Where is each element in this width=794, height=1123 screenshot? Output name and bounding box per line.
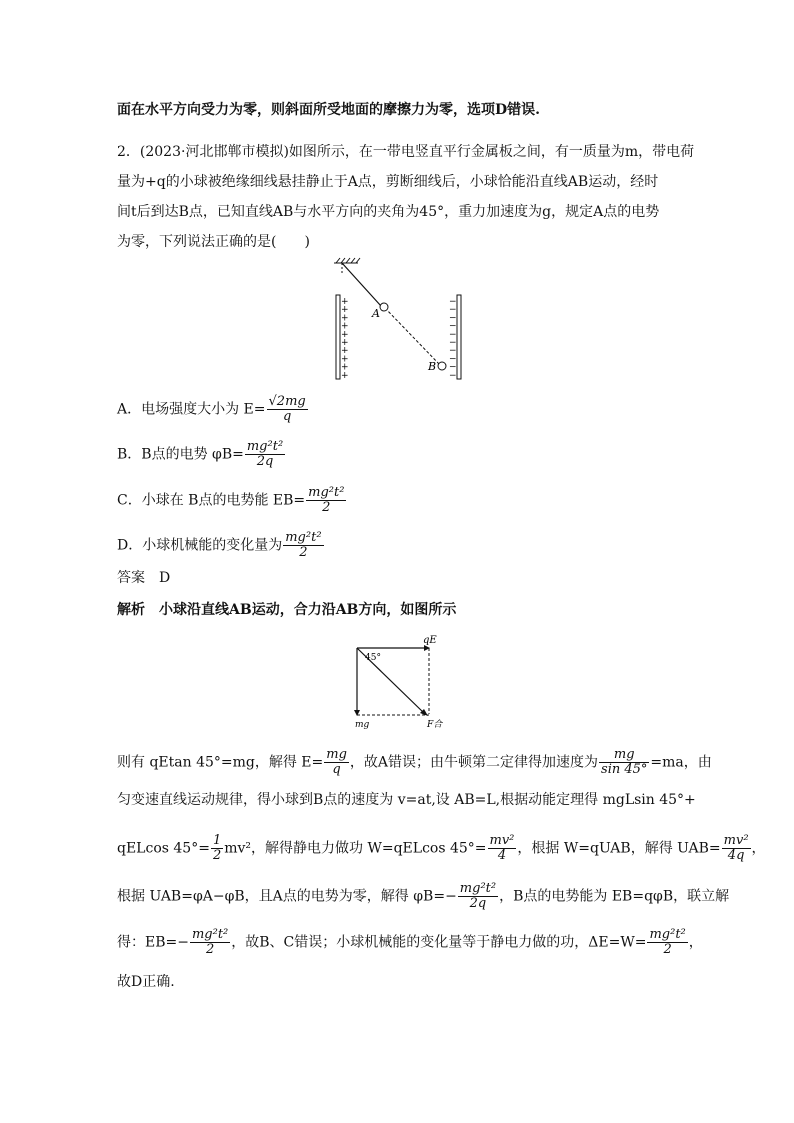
- plus-sign: +: [341, 321, 349, 332]
- solution-line-3-text-e: ，根据 W=qUAB，解得 UAB=: [517, 840, 721, 857]
- solution-line-3-text-a: qELcos 45°=: [117, 840, 210, 857]
- question-line-2: 量为+q的小球被绝缘细线悬挂静止于A点，剪断细线后，小球恰能沿直线AB运动，经时: [117, 174, 659, 190]
- solution-fraction-e-den: q: [332, 762, 341, 777]
- solution-fraction-w-num: mv²: [489, 833, 515, 848]
- solution-fraction-eb-den: 2: [205, 942, 215, 957]
- solution-fraction-eb: [190, 928, 230, 957]
- label-angle: 45°: [365, 653, 381, 663]
- solution-fraction-phib: [458, 882, 498, 911]
- solution-line-6: 故D正确.: [117, 974, 175, 990]
- solution-line-3: [117, 834, 766, 863]
- solution-fraction-phib-den: 2q: [469, 896, 487, 911]
- label-b: B: [428, 360, 437, 373]
- label-f-resultant: F合: [427, 720, 443, 730]
- plus-sign: +: [341, 305, 349, 316]
- option-b-fraction: [245, 440, 285, 469]
- option-d-text: D．小球机械能的变化量为: [117, 537, 283, 554]
- solution-fraction-a-num: mg: [599, 748, 649, 763]
- solution-fraction-eb-num: mg²t²: [191, 927, 229, 942]
- path-ab: [385, 308, 440, 365]
- option-c-text: C．小球在 B点的电势能 EB=: [117, 492, 306, 509]
- solution-line-3-text-g: ，: [751, 840, 766, 857]
- label-mg: mg: [355, 720, 370, 730]
- option-b-denominator: 2q: [256, 454, 274, 469]
- solution-fraction-de-num: mg²t²: [649, 927, 686, 942]
- minus-sign: −: [449, 305, 457, 316]
- solution-fraction-w-den: 4: [497, 848, 507, 863]
- solution-line-5-text-e: ，: [688, 934, 703, 951]
- option-b: [117, 440, 286, 469]
- analysis-intro: 解析 小球沿直线AB运动，合力沿AB方向，如图所示: [117, 602, 457, 618]
- solution-line-4-text-c: ，B点的电势能为 EB=qφB，联立解: [499, 888, 730, 905]
- plus-sign: +: [341, 329, 349, 340]
- solution-line-1-text-c: ，故A错误；由牛顿第二定律得加速度为: [349, 754, 599, 771]
- force-diagram: [345, 632, 460, 732]
- solution-fraction-uab-num: mv²: [723, 833, 749, 848]
- plus-sign: +: [341, 313, 349, 324]
- solution-fraction-uab: [722, 834, 751, 863]
- option-d: [117, 531, 325, 560]
- solution-fraction-de: [647, 928, 687, 957]
- solution-fraction-a: [599, 748, 649, 777]
- solution-line-1-text-a: 则有 qEtan 45°=mg，解得 E=: [117, 754, 324, 771]
- minus-sign: −: [449, 354, 457, 365]
- option-a: [117, 395, 309, 424]
- plus-sign: +: [341, 354, 349, 365]
- solution-fraction-a-den: sin 45°: [601, 762, 648, 777]
- option-b-text: B．B点的电势 φB=: [117, 446, 244, 463]
- option-c-denominator: 2: [322, 500, 331, 515]
- positive-plate: [336, 295, 349, 381]
- plus-sign: +: [341, 370, 349, 381]
- negative-plate: [449, 295, 461, 381]
- solution-line-5: [117, 928, 703, 957]
- minus-sign: −: [449, 346, 457, 357]
- option-c-fraction: [306, 486, 346, 515]
- solution-line-1: [117, 748, 712, 777]
- solution-fraction-phib-num: mg²t²: [459, 881, 497, 896]
- ceiling-hatch: [334, 258, 360, 263]
- solution-line-2: 匀变速直线运动规律，得小球到B点的速度为 v=at,设 AB=L,根据动能定理得 mgLsin 45°+: [117, 792, 696, 808]
- solution-line-5-text-a: 得：EB=−: [117, 934, 189, 951]
- option-d-denominator: 2: [299, 545, 308, 560]
- solution-line-1-text-e: =ma，由: [650, 754, 712, 771]
- answer: 答案 D: [117, 570, 171, 586]
- question-line-4: 为零，下列说法正确的是( ): [117, 234, 310, 250]
- option-a-denominator: q: [282, 409, 292, 424]
- solution-fraction-half: [211, 834, 223, 863]
- option-a-text: A．电场强度大小为 E=: [117, 401, 266, 418]
- solution-line-4-text-a: 根据 UAB=φA−φB，且A点的电势为零，解得 φB=−: [117, 888, 457, 905]
- minus-sign: −: [449, 338, 457, 348]
- solution-fraction-e-num: mg: [326, 747, 347, 762]
- plus-sign: +: [341, 297, 349, 307]
- minus-sign: −: [449, 297, 457, 307]
- option-d-numerator: mg²t²: [285, 530, 322, 545]
- previous-solution-tail: 面在水平方向受力为零，则斜面所受地面的摩擦力为零，选项D错误.: [117, 102, 541, 118]
- minus-sign: −: [449, 370, 457, 381]
- solution-fraction-uab-den: 4q: [727, 848, 745, 863]
- minus-sign: −: [449, 362, 457, 373]
- minus-sign: −: [449, 313, 457, 324]
- question-line-3: 间t后到达B点，已知直线AB与水平方向的夹角为45°，重力加速度为g，规定A点的电势: [117, 204, 660, 220]
- plus-sign: +: [341, 346, 349, 357]
- plus-sign: +: [341, 338, 349, 348]
- option-b-numerator: mg²t²: [246, 439, 284, 454]
- label-qe: qE: [423, 635, 437, 646]
- solution-line-4: [117, 882, 729, 911]
- plus-sign: +: [341, 362, 349, 373]
- solution-line-5-text-c: ，故B、C错误；小球机械能的变化量等于静电力做的功，ΔE=W=: [231, 934, 647, 951]
- solution-fraction-w: [488, 834, 517, 863]
- option-c: [117, 486, 347, 515]
- ball-a: [380, 303, 388, 311]
- solution-fraction-e: [324, 748, 349, 777]
- minus-sign: −: [449, 329, 457, 340]
- solution-line-3-text-c: mv²，解得静电力做功 W=qELcos 45°=: [224, 840, 487, 857]
- solution-fraction-half-den: 2: [212, 848, 222, 863]
- option-a-fraction: [267, 395, 308, 424]
- option-c-numerator: mg²t²: [308, 485, 345, 500]
- label-a: A: [372, 307, 380, 320]
- minus-sign: −: [449, 321, 457, 332]
- option-a-numerator: √2mg: [268, 394, 306, 409]
- solution-fraction-half-num: 1: [212, 833, 222, 848]
- option-d-fraction: [283, 531, 323, 560]
- capacitor-pendulum-figure: [330, 255, 470, 381]
- question-line-1: 2．(2023·河北邯郸市模拟)如图所示，在一带电竖直平行金属板之间，有一质量为m，带电荷: [117, 144, 695, 160]
- solution-fraction-de-den: 2: [663, 942, 672, 957]
- ball-b: [438, 362, 446, 370]
